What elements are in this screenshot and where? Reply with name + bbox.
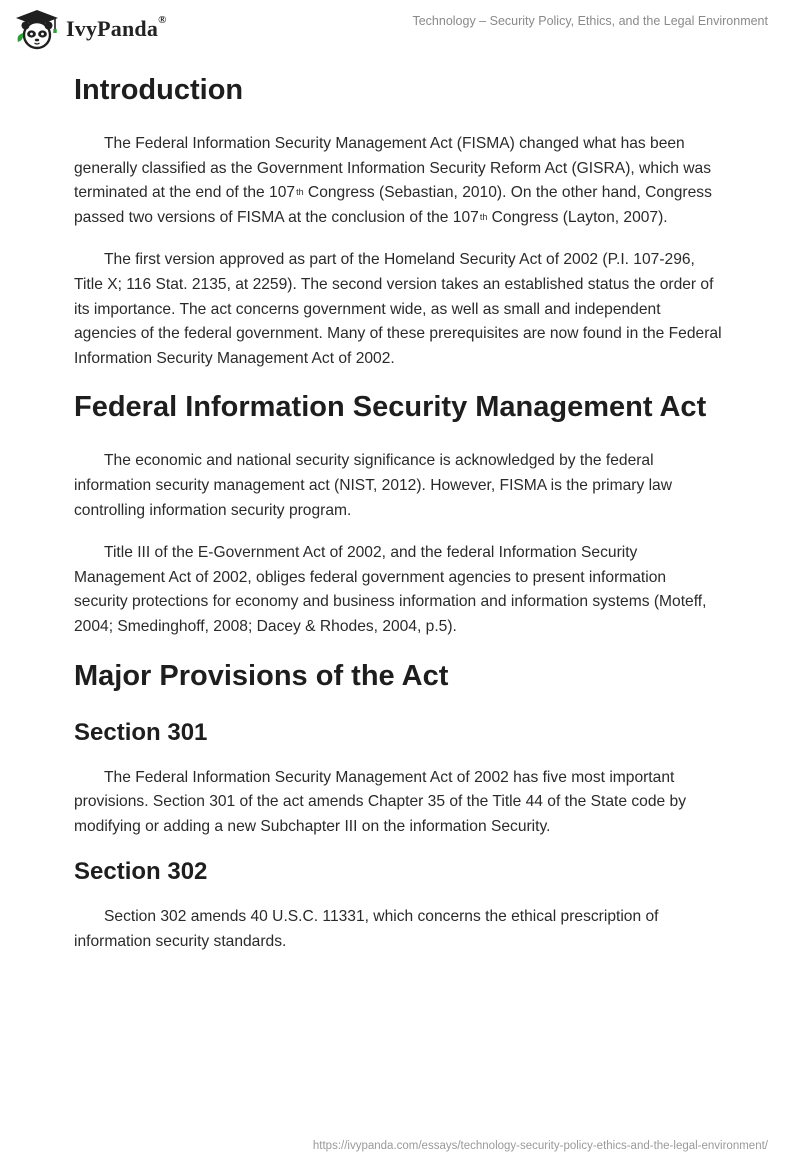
heading-introduction: Introduction	[74, 74, 244, 106]
intro-paragraph-1: The Federal Information Security Management Act (FISMA) changed what has been generally classified as the Government Information Security Reform Act (GISRA), which was terminated at the end of the 107th Congress (Sebastian, 2010). On the other hand, Congress passed two versions of FISMA at the conclusion of the 107th Congress (Layton, 2007).	[74, 135, 712, 226]
section-302-paragraph: Section 302 amends 40 U.S.C. 11331, which concerns the ethical prescription of information security standards.	[74, 908, 659, 950]
ordinal-suffix: th	[479, 211, 488, 222]
panda-mascot-icon	[14, 8, 60, 50]
source-url-link[interactable]: https://ivypanda.com/essays/technology-security-policy-ethics-and-the-legal-environment/	[312, 1140, 768, 1152]
ordinal-suffix: th	[296, 187, 304, 198]
ivypanda-logo[interactable]	[14, 8, 167, 50]
fisma-paragraph-2: Title III of the E-Government Act of 2002, and the federal Information Security Management Act of 2002, obliges federal government agencies to present information security protections for economy and business information and information systems (Moteff, 2004; Smedinghoff, 2008; Dacey & Rhodes, 2004, p.5).	[74, 544, 707, 635]
intro-paragraph-2: The first version approved as part of the Homeland Security Act of 2002 (P.I. 107-296, Title X; 116 Stat. 2135, at 2259). The second version takes an established status the order of its importance. The act concerns government wide, as well as small and independent agencies of the federal government. Many of these prerequisites are now found in the Federal Information Security Management Act of 2002.	[74, 251, 722, 367]
page-header	[0, 0, 800, 60]
heading-section-302: Section 302	[74, 858, 208, 886]
essay-body	[74, 68, 724, 954]
heading-major-provisions: Major Provisions of the Act	[74, 659, 449, 692]
registered-mark: ®	[158, 14, 167, 26]
fisma-paragraph-1: The economic and national security significance is acknowledged by the federal information security management act (NIST, 2012). However, FISMA is the primary law controlling information security program.	[74, 452, 672, 519]
logo-wordmark: IvyPanda®	[66, 14, 167, 41]
section-301-paragraph: The Federal Information Security Management Act of 2002 has five most important provisions. Section 301 of the act amends Chapter 35 of the Title 44 of the State code by modifying or adding a new Subchapter III on the information Security.	[74, 768, 687, 835]
running-title: Technology – Security Policy, Ethics, and the Legal Environment	[412, 14, 768, 28]
heading-section-301: Section 301	[74, 718, 208, 746]
heading-fisma: Federal Information Security Management Act	[74, 391, 707, 424]
